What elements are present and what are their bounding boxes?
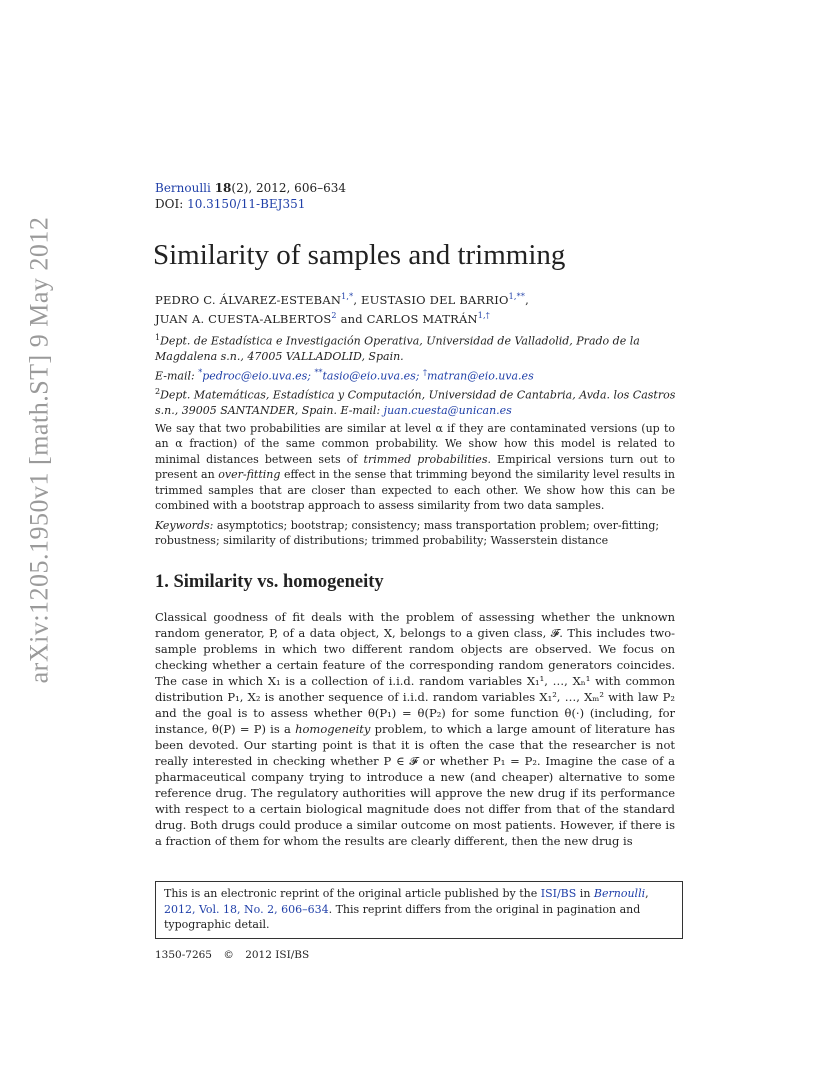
author-list: PEDRO C. ÁLVAREZ-ESTEBAN$^{1,*}$, EUSTASIO DEL BARRIO$^{1,**}$, JUAN A. CUESTA-ALBERTOS$^2$ and CARLOS MATRÁN$^{1,\dagger}$ xyxy=(155,292,529,326)
section-body-emphasis: homogeneity xyxy=(295,722,371,736)
section-heading: 1. Similarity vs. homogeneity xyxy=(155,572,384,592)
doi-label: DOI: xyxy=(155,197,184,211)
author-2: EUSTASIO DEL BARRIO xyxy=(361,292,509,307)
reprint-journal-link[interactable]: Bernoulli xyxy=(593,887,646,900)
paper-title: Similarity of samples and trimming xyxy=(153,239,566,271)
affiliation-1 xyxy=(155,330,680,365)
email-3-marker: † xyxy=(422,367,427,377)
keywords xyxy=(155,518,675,549)
email-3-link[interactable]: matran@eio.uva.es xyxy=(426,369,534,383)
section-body-part-2: problem, to which a large amount of literature has been devoted. Our starting point is that it is often the case that the researcher is not really interested in checking whether P ∈ 𝓕 or whether P₁ = P₂. Imagine the case of a pharmaceutical company trying to introduce a new (and cheaper) alternative to some reference drug. The regulatory authorities will approve the new drug if its performance with respect to a certain biological magnitude does not differ from that of the standard drug. Both drugs could produce a similar outcome on most patients. However, if there is a fraction of them for whom the results are clearly different, then the new drug is xyxy=(155,722,676,848)
affiliation-1-emails xyxy=(155,365,680,384)
abstract-part-2: . Empirical versions turn out to present an xyxy=(155,452,675,482)
keywords-label: Keywords: xyxy=(155,519,214,532)
affiliations xyxy=(155,330,680,418)
journal-link[interactable]: Bernoulli xyxy=(155,181,211,195)
author-3: JUAN A. CUESTA-ALBERTOS xyxy=(155,311,332,326)
email-label: E-mail: xyxy=(155,369,195,383)
isi-bs-link[interactable]: ISI/BS xyxy=(540,887,577,900)
email-2-marker: ** xyxy=(314,367,323,377)
reprint-comma: , xyxy=(645,887,649,900)
section-body-part-1: Classical goodness of fit deals with the problem of assessing whether the unknown random generator, P, of a data object, X, belongs to a given class, 𝓕. This includes two-sample problems in which two different random objects are observed. We focus on checking whether a certain feature of the corresponding random generators coincides. The case in which X₁ is a collection of i.i.d. random variables X₁¹, …, Xₙ¹ with common distribution P₁, X₂ is another sequence of i.i.d. random variables X₁², …, Xₘ² with law P₂ and the goal is to assess whether θ(P₁) = θ(P₂) for some function θ(·) (including, for instance, θ(P) = P) is a xyxy=(155,610,675,736)
affiliation-2 xyxy=(155,384,680,419)
reprint-text-1: This is an electronic reprint of the original article published by the xyxy=(164,887,538,900)
author-4: CARLOS MATRÁN xyxy=(366,311,478,326)
affiliation-1-text: Dept. de Estadística e Investigación Operativa, Universidad de Valladolid, Prado de la Magdalena s.n., 47005 VALLADOLID, Spain. xyxy=(155,334,640,364)
affiliation-1-marker: 1 xyxy=(155,333,161,342)
email-2-link[interactable]: tasio@eio.uva.es; xyxy=(322,369,420,383)
abstract xyxy=(155,421,675,513)
email-1-marker: * xyxy=(198,367,203,377)
abstract-part-1: We say that two probabilities are similar at level α if they are contaminated versions (up to an α fraction) of the same common probability. We show how this model is related to minimal distances between sets of xyxy=(155,422,675,466)
journal-volume: 18 xyxy=(214,181,232,195)
author-conjunction: and xyxy=(340,311,363,326)
section-body xyxy=(155,609,675,849)
arxiv-stamp[interactable] xyxy=(14,216,64,684)
issn: 1350-7265 xyxy=(155,949,212,961)
abstract-emphasis-1: trimmed probabilities xyxy=(363,452,488,466)
reprint-citation-link[interactable]: 2012, Vol. 18, No. 2, 606–634 xyxy=(164,902,329,916)
reprint-text-3: . This reprint differs from the original in pagination and typographic detail. xyxy=(164,902,641,931)
reprint-notice xyxy=(155,881,683,939)
author-3-footnote-link[interactable]: 2 xyxy=(331,310,337,320)
reprint-text-2: in xyxy=(579,887,591,900)
author-2-footnote-link[interactable]: 1,** xyxy=(508,292,526,301)
affiliation-2-marker: 2 xyxy=(155,386,161,396)
author-4-footnote-link[interactable]: 1,† xyxy=(477,310,490,320)
author-1: PEDRO C. ÁLVAREZ-ESTEBAN xyxy=(155,292,342,307)
email-1-link[interactable]: pedroc@eio.uva.es; xyxy=(202,369,311,383)
affiliation-2-text: Dept. Matemáticas, Estadística y Computación, Universidad de Cantabria, Avda. los Castros s.n., 39005 SANTANDER, Spain. E-mail: xyxy=(155,388,676,417)
doi-link[interactable]: 10.3150/11-BEJ351 xyxy=(187,197,306,211)
journal-citation xyxy=(155,180,346,212)
abstract-emphasis-2: over-fitting xyxy=(218,468,281,482)
copyright-text: 2012 ISI/BS xyxy=(245,949,310,961)
copyright-icon: © xyxy=(223,949,234,961)
author-1-footnote-link[interactable]: 1,* xyxy=(341,292,354,301)
arxiv-stamp-text: arXiv:1205.1950v1 [math.ST] 9 May 2012 xyxy=(24,216,54,684)
journal-issue: (2), 2012, 606–634 xyxy=(231,181,346,195)
abstract-part-3: effect in the sense that trimming beyond the similarity level results in trimmed samples that are closer than expected to each other. We show how this can be combined with a bootstrap approach to assess similarity from two data samples. xyxy=(155,468,676,513)
email-4-link[interactable]: juan.cuesta@unican.es xyxy=(383,403,512,417)
keywords-text: asymptotics; bootstrap; consistency; mass transportation problem; over-fitting; robustness; similarity of distributions; trimmed probability; Wasserstein distance xyxy=(155,519,660,548)
footer-identifier xyxy=(155,948,309,962)
